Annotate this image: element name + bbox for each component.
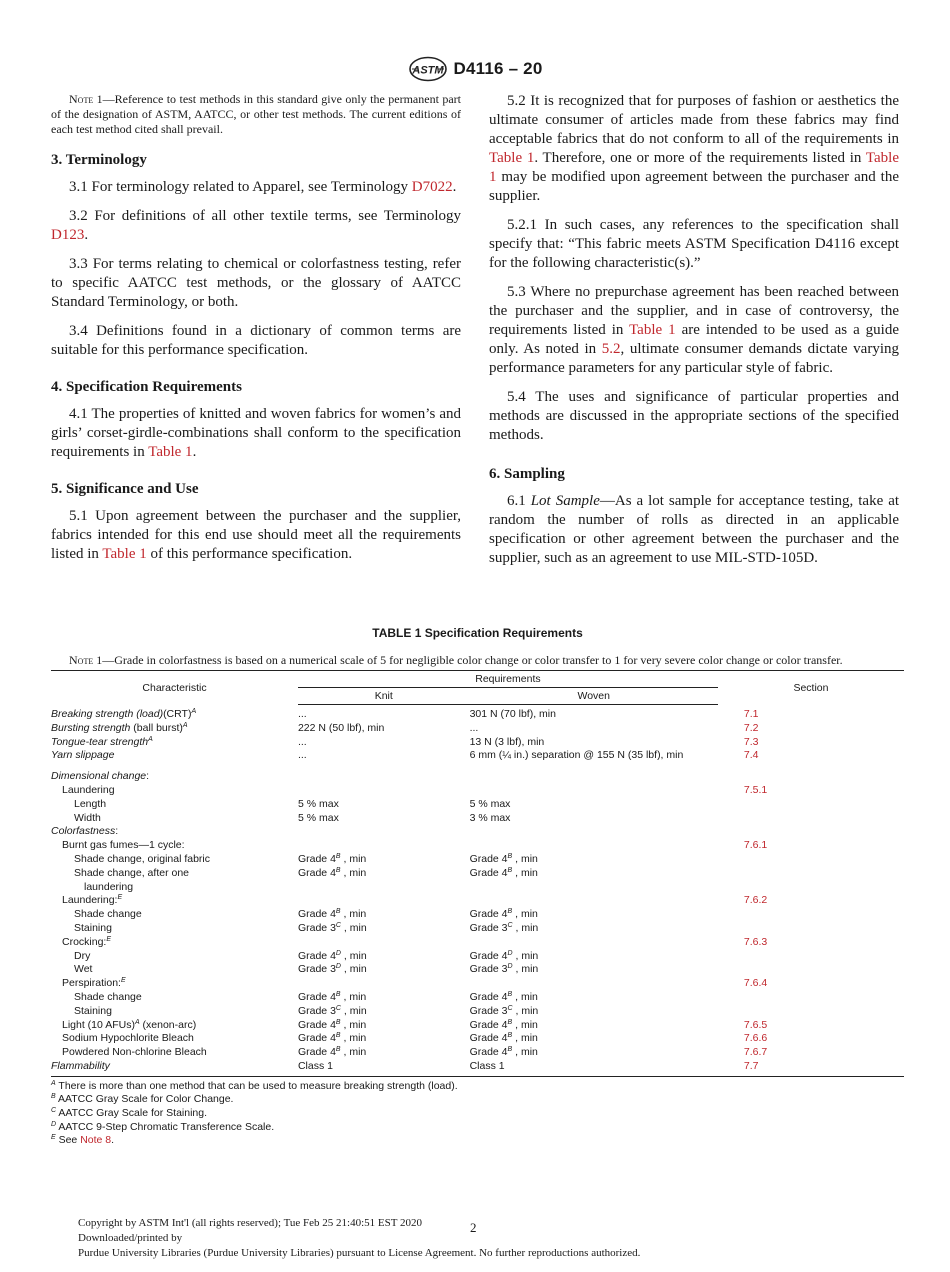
cell-woven bbox=[470, 908, 718, 922]
section-link[interactable]: 7.6.2 bbox=[743, 894, 768, 907]
grade-text: , min bbox=[340, 990, 367, 1003]
link-table-1[interactable]: Table 1 bbox=[489, 150, 535, 166]
footnote-mark: E bbox=[120, 977, 126, 985]
char-text: Tongue-tear strength bbox=[51, 735, 149, 748]
para-6-1 bbox=[489, 492, 899, 568]
page-number: 2 bbox=[470, 1220, 477, 1235]
cell-characteristic: Burnt gas fumes—1 cycle: bbox=[62, 839, 185, 852]
table-row bbox=[51, 853, 904, 867]
page-header bbox=[0, 56, 950, 82]
cell-knit bbox=[298, 908, 470, 922]
grade-text: Grade 3 bbox=[469, 921, 508, 934]
cell-woven: ... bbox=[469, 721, 479, 734]
grade-text: Grade 4 bbox=[469, 949, 508, 962]
section-cell bbox=[718, 963, 904, 977]
table-row bbox=[51, 1019, 904, 1033]
grade-text: Grade 4 bbox=[297, 1032, 336, 1045]
grade-text: Grade 4 bbox=[469, 990, 508, 1003]
footnote-mark: B bbox=[335, 1032, 341, 1040]
cell-knit: 222 N (50 lbf), min bbox=[297, 721, 385, 734]
grade-text: , min bbox=[340, 866, 367, 879]
header-requirements: Requirements bbox=[298, 671, 718, 688]
link-d123[interactable]: D123 bbox=[51, 227, 85, 243]
grade-text: , min bbox=[340, 1018, 367, 1031]
footnote-mark: B bbox=[507, 990, 513, 998]
table-row bbox=[51, 736, 904, 750]
footnote-text: See bbox=[55, 1134, 81, 1147]
cell-knit: ... bbox=[297, 708, 307, 720]
para-text: 5.2 It is recognized that for purposes of fashion or aesthetics the ultimate consumer of articles made from these fabrics may find acceptable fabrics that do not conform to all of the requirements in bbox=[489, 93, 899, 147]
char-text: Flammability bbox=[51, 1059, 110, 1072]
left-column bbox=[51, 92, 461, 574]
cell-knit bbox=[298, 853, 470, 867]
cell-knit: 5 % max bbox=[297, 797, 339, 810]
char-text: Laundering: bbox=[62, 894, 118, 907]
cell-woven bbox=[470, 763, 718, 784]
cell-characteristic: Staining bbox=[74, 921, 112, 934]
table-row bbox=[51, 922, 904, 936]
cell-woven bbox=[470, 991, 718, 1005]
cell-knit bbox=[298, 936, 470, 950]
table-row bbox=[51, 798, 904, 812]
footnote-mark: D bbox=[507, 963, 513, 971]
char-text: Bursting strength bbox=[51, 721, 131, 734]
grade-text: Grade 4 bbox=[297, 949, 336, 962]
note-label: Note bbox=[69, 653, 94, 667]
grade-text: , min bbox=[512, 949, 539, 962]
license-line: Purdue University Libraries (Purdue University Libraries) pursuant to License Agreement. No further reproductions authorized. bbox=[78, 1247, 641, 1259]
cell-characteristic bbox=[51, 894, 298, 908]
cell-woven bbox=[470, 1032, 718, 1046]
grade-text: Grade 4 bbox=[469, 1046, 508, 1059]
section-cell bbox=[718, 763, 904, 784]
grade-text: , min bbox=[340, 921, 367, 934]
table-row bbox=[51, 991, 904, 1005]
cell-woven: 13 N (3 lbf), min bbox=[469, 735, 545, 748]
table-note bbox=[51, 653, 904, 667]
grade-text: , min bbox=[512, 1032, 538, 1045]
note-text: 1—Reference to test methods in this standard give only the permanent part of the designation of ASTM, AATCC, or other test methods. The current editions of each test method cited shall prevail. bbox=[51, 92, 461, 136]
grade-text: Grade 3 bbox=[297, 921, 336, 934]
grade-text: , min bbox=[340, 908, 367, 921]
cell-woven: 6 mm (¼ in.) separation @ 155 N (35 lbf), min bbox=[469, 749, 684, 762]
cell-woven bbox=[470, 853, 718, 867]
link-note-8[interactable]: Note 8 bbox=[80, 1134, 112, 1147]
cell-woven bbox=[470, 950, 718, 964]
section-link[interactable]: 7.7 bbox=[718, 1060, 904, 1076]
cell-characteristic: Shade change bbox=[74, 908, 142, 921]
table-row bbox=[51, 722, 904, 736]
para-3-1 bbox=[51, 178, 461, 197]
para-text: 3.1 For terminology related to Apparel, see Terminology bbox=[69, 179, 412, 195]
footnote-text: AATCC Gray Scale for Staining. bbox=[56, 1106, 208, 1119]
table-row bbox=[51, 867, 904, 895]
table-row bbox=[51, 1060, 904, 1076]
footnote-mark: A bbox=[182, 721, 188, 729]
download-line: Downloaded/printed by bbox=[78, 1232, 183, 1244]
section-link[interactable]: 7.6.3 bbox=[743, 935, 768, 948]
footnote-mark: D bbox=[51, 1120, 57, 1128]
cell-knit: ... bbox=[297, 749, 307, 762]
grade-text: , min bbox=[512, 990, 538, 1003]
table-row bbox=[51, 1046, 904, 1060]
cell-characteristic bbox=[51, 867, 298, 895]
link-d7022[interactable]: D7022 bbox=[411, 179, 453, 195]
grade-text: Grade 4 bbox=[469, 1018, 508, 1031]
section-link[interactable]: 7.6.5 bbox=[743, 1018, 768, 1031]
cell-knit bbox=[298, 839, 470, 853]
grade-text: , min bbox=[340, 949, 367, 962]
footnote-mark: B bbox=[507, 908, 513, 916]
grade-text: Grade 4 bbox=[469, 1032, 508, 1045]
cell-woven bbox=[470, 922, 718, 936]
cell-characteristic: Sodium Hypochlorite Bleach bbox=[62, 1032, 194, 1045]
footnote-mark: B bbox=[507, 1046, 513, 1054]
para-3-3: 3.3 For terms relating to chemical or colorfastness testing, refer to specific AATCC test methods, or the glossary of AATCC Standard Terminology, or both. bbox=[51, 256, 461, 310]
footnote-mark: B bbox=[335, 908, 341, 916]
cell-characteristic bbox=[51, 722, 298, 736]
table-row bbox=[51, 825, 904, 839]
para-4-1 bbox=[51, 405, 461, 462]
grade-text: , min bbox=[340, 1032, 367, 1045]
footnote-mark: D bbox=[507, 949, 513, 957]
para-text: . bbox=[84, 227, 89, 243]
table-row bbox=[51, 763, 904, 784]
footnote-text: AATCC 9-Step Chromatic Transference Scale. bbox=[56, 1120, 275, 1133]
cell-characteristic: Powdered Non-chlorine Bleach bbox=[62, 1046, 207, 1059]
cell-knit bbox=[298, 977, 470, 991]
grade-text: Grade 4 bbox=[297, 1046, 336, 1059]
grade-text: Grade 4 bbox=[469, 908, 508, 921]
section-link[interactable]: 7.6.1 bbox=[743, 839, 768, 852]
footnote-mark: B bbox=[335, 990, 341, 998]
grade-text: Grade 4 bbox=[469, 852, 508, 865]
para-text: . Therefore, one or more of the requirements listed in bbox=[534, 150, 866, 166]
para-text: 4.1 The properties of knitted and woven fabrics for women’s and girls’ corset-girdle-combinations shall conform to the specification requirements in bbox=[51, 406, 461, 460]
para-5-2 bbox=[489, 92, 899, 206]
char-text: (xenon-arc) bbox=[139, 1018, 197, 1031]
footnote-mark: B bbox=[507, 1032, 513, 1040]
footnote-mark: A bbox=[191, 707, 197, 715]
table-row bbox=[51, 705, 904, 722]
grade-text: Grade 4 bbox=[297, 852, 336, 865]
para-5-4: 5.4 The uses and significance of particular properties and methods are discussed in the appropriate sections of the specified methods. bbox=[489, 389, 899, 443]
grade-text: Grade 4 bbox=[297, 908, 336, 921]
cell-woven bbox=[470, 1019, 718, 1033]
grade-text: , min bbox=[340, 963, 367, 976]
footnote-mark: E bbox=[51, 1134, 56, 1142]
footnote-mark: B bbox=[335, 852, 341, 860]
cell-characteristic: Wet bbox=[74, 963, 93, 976]
cell-woven bbox=[470, 894, 718, 908]
para-text: of this performance specification. bbox=[146, 546, 353, 562]
cell-knit: Class 1 bbox=[298, 1060, 470, 1076]
char-text: Colorfastness bbox=[51, 825, 116, 838]
cell-characteristic bbox=[51, 977, 298, 991]
cell-woven bbox=[470, 1046, 718, 1060]
char-text: laundering bbox=[84, 880, 134, 893]
section-link[interactable]: 7.1 bbox=[743, 707, 759, 720]
footnote-mark: B bbox=[335, 866, 341, 874]
char-text: (CRT) bbox=[163, 707, 192, 720]
grade-text: , min bbox=[340, 852, 367, 865]
footnote-mark: C bbox=[335, 1004, 341, 1012]
section-cell bbox=[718, 798, 904, 812]
grade-text: Grade 3 bbox=[297, 963, 336, 976]
para-text: 6.1 bbox=[507, 493, 531, 509]
char-text: Light (10 AFUs) bbox=[62, 1018, 135, 1031]
section-cell bbox=[718, 991, 904, 1005]
para-5-1 bbox=[51, 507, 461, 564]
grade-text: Grade 4 bbox=[297, 866, 336, 879]
section-link[interactable]: 7.3 bbox=[743, 735, 759, 748]
grade-text: , min bbox=[512, 852, 538, 865]
cell-woven bbox=[470, 825, 718, 839]
para-3-2 bbox=[51, 207, 461, 245]
cell-knit bbox=[298, 1032, 470, 1046]
cell-knit bbox=[298, 867, 470, 895]
grade-text: Grade 3 bbox=[469, 963, 508, 976]
cell-knit bbox=[298, 825, 470, 839]
footnote-c bbox=[51, 1107, 904, 1121]
link-section-5-2[interactable]: 5.2 bbox=[601, 341, 621, 357]
table-footnotes bbox=[51, 1080, 904, 1148]
cell-knit bbox=[298, 1046, 470, 1060]
cell-knit bbox=[298, 763, 470, 784]
char-text: Breaking strength (load) bbox=[51, 707, 164, 720]
cell-woven bbox=[470, 977, 718, 991]
cell-knit bbox=[298, 922, 470, 936]
section-cell bbox=[718, 812, 904, 826]
table-row bbox=[51, 784, 904, 798]
cell-characteristic: Shade change bbox=[74, 990, 142, 1003]
section-link[interactable]: 7.4 bbox=[743, 749, 759, 762]
footnote-mark: A bbox=[148, 735, 153, 743]
section-cell bbox=[718, 825, 904, 839]
para-text: 3.2 For definitions of all other textile terms, see Terminology bbox=[69, 208, 461, 224]
section-3-heading: 3. Terminology bbox=[51, 152, 147, 168]
specification-table bbox=[51, 670, 904, 1077]
para-text: , ultimate consumer demands dictate varying performance parameters for any particular style of fabric. bbox=[489, 341, 899, 376]
header-characteristic: Characteristic bbox=[142, 681, 207, 694]
char-text: Crocking: bbox=[62, 935, 107, 948]
cell-knit bbox=[298, 963, 470, 977]
footnote-mark: A bbox=[134, 1018, 140, 1026]
table-row bbox=[51, 894, 904, 908]
cell-characteristic bbox=[51, 936, 298, 950]
link-table-1[interactable]: Table 1 bbox=[629, 322, 676, 338]
cell-characteristic: Dry bbox=[74, 949, 91, 962]
cell-woven bbox=[470, 936, 718, 950]
char-text: : bbox=[115, 825, 119, 838]
cell-knit bbox=[298, 950, 470, 964]
cell-woven bbox=[470, 839, 718, 853]
cell-woven bbox=[470, 1005, 718, 1019]
table-row bbox=[51, 1005, 904, 1019]
para-5-3 bbox=[489, 283, 899, 378]
cell-woven bbox=[470, 963, 718, 977]
astm-logo-icon bbox=[408, 56, 448, 82]
note-label: Note bbox=[69, 92, 94, 106]
cell-characteristic bbox=[51, 825, 298, 839]
footnote-mark: B bbox=[51, 1093, 56, 1101]
cell-woven: 3 % max bbox=[469, 811, 511, 824]
footnote-text: . bbox=[111, 1134, 115, 1147]
header-woven: Woven bbox=[470, 688, 718, 705]
header-section: Section bbox=[793, 681, 829, 694]
footnote-e bbox=[51, 1134, 904, 1148]
char-text: : bbox=[146, 770, 150, 783]
cell-characteristic: Laundering bbox=[62, 783, 115, 796]
table-title: TABLE 1 Specification Requirements bbox=[372, 626, 583, 640]
footnote-text: AATCC Gray Scale for Color Change. bbox=[55, 1093, 234, 1106]
header-knit: Knit bbox=[298, 688, 470, 705]
char-text: Perspiration: bbox=[62, 977, 121, 990]
cell-woven: Class 1 bbox=[470, 1060, 718, 1076]
footnote-mark: C bbox=[507, 1004, 513, 1012]
link-table-1[interactable]: Table 1 bbox=[148, 444, 193, 460]
cell-characteristic bbox=[51, 763, 298, 784]
cell-woven bbox=[470, 784, 718, 798]
grade-text: Grade 4 bbox=[297, 990, 336, 1003]
table-row bbox=[51, 749, 904, 763]
cell-characteristic bbox=[51, 1019, 298, 1033]
footnote-mark: D bbox=[335, 949, 341, 957]
section-link[interactable]: 7.6.6 bbox=[743, 1032, 768, 1045]
footnote-mark: C bbox=[507, 921, 513, 929]
section-6-heading: 6. Sampling bbox=[489, 466, 565, 482]
footnote-mark: E bbox=[106, 935, 112, 943]
table-row bbox=[51, 839, 904, 853]
section-link[interactable]: 7.2 bbox=[743, 721, 759, 734]
footnote-d bbox=[51, 1121, 904, 1135]
cell-woven: 301 N (70 lbf), min bbox=[469, 708, 556, 720]
para-text: 5.3 Where no prepurchase agreement has been reached between the purchaser and the supplier, and in case of controversy, the requirements listed in bbox=[489, 284, 899, 338]
cell-knit: ... bbox=[297, 735, 307, 748]
char-text: (ball burst) bbox=[130, 721, 183, 734]
right-column bbox=[489, 92, 899, 578]
footnote-a bbox=[51, 1080, 904, 1094]
table-row bbox=[51, 963, 904, 977]
footnote-mark: B bbox=[335, 1046, 341, 1054]
cell-woven bbox=[470, 867, 718, 895]
para-text: —As a lot sample for acceptance testing, take at random the number of rolls as directed in an applicable specification or other agreement between the purchaser and the supplier, such as an agreement to use MIL-STD-105D. bbox=[489, 493, 900, 566]
footnote-b bbox=[51, 1093, 904, 1107]
section-cell bbox=[718, 1005, 904, 1019]
cell-characteristic: Staining bbox=[74, 1004, 112, 1017]
link-table-1[interactable]: Table 1 bbox=[489, 150, 899, 185]
svg-text:ASTM: ASTM bbox=[411, 64, 444, 77]
cell-knit bbox=[298, 1019, 470, 1033]
footnote-mark: C bbox=[335, 921, 341, 929]
footnote-mark: E bbox=[117, 894, 123, 902]
cell-woven: 5 % max bbox=[469, 797, 511, 810]
section-5-heading: 5. Significance and Use bbox=[51, 481, 199, 497]
footnote-mark: A bbox=[51, 1079, 56, 1087]
para-text: may be modified upon agreement between the purchaser and the supplier. bbox=[489, 169, 899, 204]
char-text: Yarn slippage bbox=[51, 749, 115, 762]
section-link[interactable]: 7.5.1 bbox=[743, 783, 768, 796]
table-row bbox=[51, 908, 904, 922]
grade-text: Grade 4 bbox=[297, 1018, 336, 1031]
table-row bbox=[51, 812, 904, 826]
page-footer bbox=[78, 1216, 898, 1261]
section-cell bbox=[718, 867, 904, 895]
footnote-mark: D bbox=[335, 963, 341, 971]
document-designation: D4116 – 20 bbox=[453, 59, 543, 78]
para-text: . bbox=[452, 179, 457, 195]
section-cell bbox=[718, 908, 904, 922]
grade-text: Grade 3 bbox=[469, 1004, 508, 1017]
grade-text: , min bbox=[512, 921, 539, 934]
grade-text: , min bbox=[512, 866, 538, 879]
cell-knit bbox=[298, 894, 470, 908]
section-link[interactable]: 7.6.7 bbox=[743, 1046, 768, 1059]
footnote-mark: B bbox=[507, 866, 513, 874]
footnote-mark: C bbox=[51, 1106, 57, 1114]
grade-text: , min bbox=[512, 908, 538, 921]
link-table-1[interactable]: Table 1 bbox=[102, 546, 147, 562]
footnote-text: There is more than one method that can be used to measure breaking strength (load). bbox=[55, 1079, 458, 1092]
table-row bbox=[51, 977, 904, 991]
cell-knit bbox=[298, 784, 470, 798]
grade-text: , min bbox=[512, 1046, 538, 1059]
table-row bbox=[51, 950, 904, 964]
cell-knit: 5 % max bbox=[297, 811, 339, 824]
footnote-mark: B bbox=[335, 1018, 341, 1026]
note-text: 1—Grade in colorfastness is based on a numerical scale of 5 for negligible color change or color transfer to 1 for very severe color change or color transfer. bbox=[93, 653, 843, 667]
grade-text: , min bbox=[340, 1046, 367, 1059]
note-1 bbox=[51, 92, 461, 137]
para-text: are intended to be used as a guide only. As noted in bbox=[489, 322, 899, 357]
grade-text: , min bbox=[512, 1004, 539, 1017]
section-cell bbox=[718, 950, 904, 964]
section-link[interactable]: 7.6.4 bbox=[743, 977, 768, 990]
section-4-heading: 4. Specification Requirements bbox=[51, 379, 242, 395]
cell-characteristic bbox=[51, 749, 298, 763]
table-row bbox=[51, 1032, 904, 1046]
cell-characteristic: Length bbox=[74, 797, 107, 810]
grade-text: Grade 4 bbox=[469, 866, 508, 879]
char-text: Dimensional change bbox=[51, 770, 147, 783]
para-5-2-1: 5.2.1 In such cases, any references to the specification shall specify that: “This fabric meets ASTM Specification D4116 except for the following characteristic(s).” bbox=[489, 217, 899, 271]
cell-knit bbox=[298, 1005, 470, 1019]
para-3-4: 3.4 Definitions found in a dictionary of common terms are suitable for this performance specification. bbox=[51, 323, 461, 358]
grade-text: , min bbox=[340, 1004, 367, 1017]
grade-text: , min bbox=[512, 963, 539, 976]
section-cell bbox=[718, 853, 904, 867]
term-lot-sample: Lot Sample bbox=[530, 493, 600, 509]
cell-characteristic: Shade change, original fabric bbox=[74, 852, 211, 865]
table-row bbox=[51, 936, 904, 950]
cell-knit bbox=[298, 991, 470, 1005]
section-cell bbox=[718, 922, 904, 936]
cell-characteristic: Width bbox=[74, 811, 101, 824]
cell-characteristic bbox=[51, 736, 298, 750]
para-text: . bbox=[192, 444, 197, 460]
para-text: 5.1 Upon agreement between the purchaser and the supplier, fabrics intended for this end use should meet all the requirements listed in bbox=[51, 508, 461, 562]
cell-characteristic bbox=[51, 1060, 298, 1076]
footnote-mark: B bbox=[507, 852, 513, 860]
table-1-area bbox=[51, 626, 904, 1148]
copyright-line: Copyright by ASTM Int'l (all rights reserved); Tue Feb 25 21:40:51 EST 2020 bbox=[78, 1217, 422, 1229]
char-text: Shade change, after one bbox=[74, 866, 190, 879]
cell-characteristic bbox=[51, 705, 298, 722]
grade-text: Grade 3 bbox=[297, 1004, 336, 1017]
grade-text: , min bbox=[512, 1018, 538, 1031]
footnote-mark: B bbox=[507, 1018, 513, 1026]
